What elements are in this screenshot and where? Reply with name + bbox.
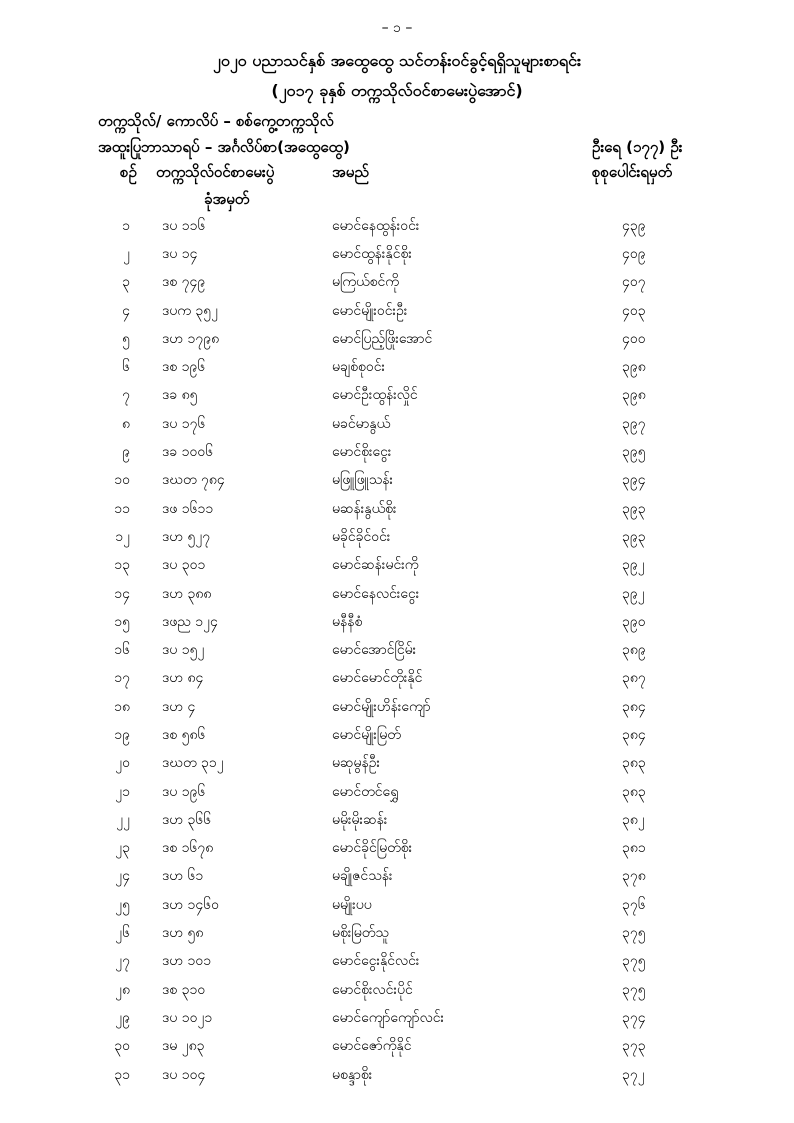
table-row [0, 835, 730, 863]
row-score: ၃၉၈ [622, 359, 646, 376]
row-score: ၃၈၃ [622, 783, 646, 800]
document-subtitle: (၂၀၁၇ ခုနှစ် တက္ကသိုလ်ဝင်စာမေးပွဲအောင်) [271, 81, 523, 100]
row-roll-number: ဒဟ ၃၈၈ [162, 585, 212, 602]
row-number: ၂၄ [115, 868, 130, 885]
table-row [0, 382, 730, 410]
row-roll-number: ဒဟ ၁၄၆၀ [162, 896, 219, 913]
row-score: ၄၀၃ [622, 302, 646, 319]
row-number: ၁၂ [115, 528, 130, 545]
row-roll-number: ဒပ ၃၀၁ [162, 557, 206, 574]
row-name: မဖြူဖြူသန်း [332, 472, 394, 489]
row-name: မောင်ဇော်ကိုနိုင် [332, 1038, 412, 1055]
table-row [0, 1004, 730, 1032]
row-roll-number: ဒဟ ၃၆၆ [162, 811, 212, 828]
row-roll-number: ဒခ ၈၅ [162, 387, 198, 404]
table-row [0, 863, 730, 891]
row-score: ၃၈၄ [622, 726, 646, 743]
row-roll-number: ဒဖည ၁၂၄ [162, 613, 218, 630]
row-name: မောင်မျိုးဝင်းဦး [332, 302, 408, 319]
table-row [0, 410, 730, 438]
row-roll-number: ဒပ ၁၉၆ [162, 783, 206, 800]
row-roll-number: ဒစ ၁၉၆ [162, 359, 206, 376]
row-number: ၉ [122, 444, 130, 461]
row-number: ၂၇ [115, 953, 130, 970]
row-roll-number: ဒဟ ၅၈ [162, 925, 204, 942]
row-roll-number: ဒပက ၃၅၂ [162, 302, 219, 319]
major-line: အထူးပြုဘာသာရပ် – အင်္ဂလိပ်စာ(အထွေထွေ) [98, 138, 350, 156]
document-title: ၂၀၂၀ ပညာသင်နှစ် အထွေထွေ သင်တန်းဝင်ခွင့်ရရှိသူများစာရင်း [212, 51, 582, 70]
row-roll-number: ဒပ ၁၁၆ [162, 217, 206, 234]
row-score: ၃၇၂ [622, 1066, 645, 1083]
row-number: ၁၈ [114, 698, 130, 715]
row-score: ၃၉၈ [622, 387, 646, 404]
row-number: ၇ [122, 387, 130, 404]
row-name: မစိုးမြတ်သူ [332, 925, 389, 942]
row-number: ၂၀ [115, 755, 130, 772]
row-name: မခိုင်ခိုင်ဝင်း [332, 528, 391, 545]
row-number: ၂၁ [115, 783, 130, 800]
row-roll-number: ဒဟ ၄ [162, 698, 196, 715]
table-row [0, 1061, 730, 1089]
table-row [0, 750, 730, 778]
row-number: ၄ [122, 302, 130, 319]
row-score: ၃၉၇ [622, 415, 646, 432]
row-name: မောင်ကျော်ကျော်လင်း [332, 1009, 445, 1026]
table-row [0, 240, 730, 268]
row-roll-number: ဒပ ၁၀၂၁ [162, 1009, 213, 1026]
row-number: ၁၄ [114, 585, 130, 602]
row-number: ၁၁ [114, 500, 130, 517]
row-number: ၁၅ [114, 613, 130, 630]
row-score: ၃၉၄ [622, 472, 646, 489]
row-name: မောင်ပြည့်ဖြိုးအောင် [332, 330, 433, 347]
row-name: မောင်ငွေးနိုင်လင်း [332, 953, 420, 970]
row-score: ၃၇၅ [622, 953, 646, 970]
row-score: ၃၉၃ [622, 500, 646, 517]
row-roll-number: ဒဟ ၆၁ [162, 868, 204, 885]
table-row [0, 891, 730, 919]
row-name: မောင်မျိုးဟိန်းကျော် [332, 698, 431, 715]
row-score: ၃၈၃ [622, 755, 646, 772]
row-roll-number: ဒပ ၁၄ [162, 245, 198, 262]
row-name: မောင်နေလင်းငွေး [332, 585, 420, 602]
row-number: ၂၉ [115, 1009, 130, 1026]
table-row [0, 919, 730, 947]
row-number: ၈ [122, 415, 130, 432]
header-score: စုစုပေါင်းရမှတ် [592, 163, 673, 181]
university-line: တက္ကသိုလ်/ ကောလိပ် – စစ်ကွေ့တက္ကသိုလ် [98, 112, 334, 130]
row-name: မစန္ဒာစိုး [332, 1066, 373, 1083]
table-row [0, 325, 730, 353]
row-number: ၂ [123, 245, 130, 262]
table-row [0, 523, 730, 551]
table-row [0, 297, 730, 325]
row-number: ၃၀ [114, 1038, 130, 1055]
row-score: ၄၀၀ [622, 330, 646, 347]
row-name: မောင်ဆန်းမင်းကို [332, 557, 419, 574]
row-number: ၂၂ [116, 811, 130, 828]
row-roll-number: ဒဟ ၁၇၉၈ [162, 330, 220, 347]
header-name: အမည် [332, 163, 369, 181]
header-roll-line2: ခုံအမှတ် [204, 190, 250, 208]
row-roll-number: ဒဟ ၁၀၁ [162, 953, 212, 970]
table-row [0, 608, 730, 636]
page-number: – ၁ – [381, 20, 413, 36]
row-score: ၃၈၇ [622, 670, 646, 687]
table-row [0, 806, 730, 834]
row-score: ၃၈၄ [622, 698, 646, 715]
row-name: မမျိုးပပ [332, 896, 372, 913]
row-name: မနီနီစံ [332, 613, 363, 630]
table-row [0, 552, 730, 580]
row-roll-number: ဒဟ ၅၂၇ [162, 528, 211, 545]
row-roll-number: ဒဃတ ၃၁၂ [162, 755, 224, 772]
row-name: မောင်ဦးထွန်းလှိုင် [332, 387, 418, 404]
row-number: ၁၀ [114, 472, 130, 489]
row-name: မဆန်းနွယ်စိုး [332, 500, 397, 517]
row-score: ၃၉၂ [622, 557, 645, 574]
row-score: ၃၇၆ [622, 896, 646, 913]
row-name: မောင်ထွန်းနိုင်စိုး [332, 245, 412, 262]
row-name: မောင်အောင်ငြိမ်း [332, 642, 417, 659]
table-row [0, 353, 730, 381]
table-row [0, 976, 730, 1004]
row-roll-number: ဒဖ ၁၆၁၁ [162, 500, 214, 517]
row-number: ၃၁ [114, 1066, 130, 1083]
row-score: ၃၈၁ [622, 840, 646, 857]
row-score: ၄၃၉ [622, 217, 646, 234]
row-name: မဆုမွန်ဦး [332, 755, 381, 772]
table-row [0, 495, 730, 523]
table-row [0, 948, 730, 976]
row-roll-number: ဒပ ၁၀၄ [162, 1066, 206, 1083]
row-name: မောင်စိုးလင်းပိုင် [332, 981, 413, 998]
table-row [0, 778, 730, 806]
row-score: ၃၉၀ [622, 613, 646, 630]
row-name: မချစ်စုဝင်း [332, 359, 386, 376]
row-name: မချိုဇင်သန်း [332, 868, 393, 885]
row-score: ၃၇၅ [622, 981, 646, 998]
row-score: ၃၉၂ [622, 585, 645, 602]
row-name: မောင်ခိုင်မြတ်စိုး [332, 840, 413, 857]
table-row [0, 438, 730, 466]
row-number: ၃ [122, 274, 130, 291]
row-name: မမိုးမိုးဆန်း [332, 811, 388, 828]
table-row [0, 1033, 730, 1061]
row-name: မကြယ်စင်ကို [332, 274, 399, 291]
row-roll-number: ဒစ ၅၈၆ [162, 726, 206, 743]
row-roll-number: ဒစ ၇၄၉ [162, 274, 206, 291]
results-table [0, 212, 730, 1089]
row-number: ၂၅ [115, 896, 130, 913]
row-name: မောင်နေထွန်းဝင်း [332, 217, 420, 234]
row-score: ၃၉၅ [622, 444, 646, 461]
row-roll-number: ဒစ ၁၆၇၈ [162, 840, 214, 857]
row-number: ၂၆ [115, 925, 130, 942]
table-row [0, 721, 730, 749]
header-roll: တက္ကသိုလ်ဝင်စာမေးပွဲ [156, 163, 275, 181]
table-row [0, 467, 730, 495]
table-row [0, 212, 730, 240]
row-roll-number: ဒမ ၂၈၃ [162, 1038, 205, 1055]
row-score: ၃၈၂ [622, 811, 645, 828]
results-table-body [0, 212, 730, 1089]
row-score: ၃၇၄ [622, 1009, 646, 1026]
row-roll-number: ဒဟ ၈၄ [162, 670, 204, 687]
row-roll-number: ဒဃတ ၇၈၄ [162, 472, 225, 489]
row-number: ၁၉ [114, 726, 130, 743]
table-row [0, 269, 730, 297]
row-name: မောင်မောင်တိုးနိုင် [332, 670, 423, 687]
row-number: ၁၆ [114, 642, 130, 659]
row-score: ၃၇၈ [622, 868, 646, 885]
row-name: မောင်တင်ရွှေ [332, 783, 399, 800]
count-line: ဦးရေ (၁၇၇) ဦး [592, 138, 683, 156]
row-number: ၆ [122, 359, 130, 376]
row-roll-number: ဒပ ၁၇၆ [162, 415, 206, 432]
row-name: မောင်မျိုးမြတ် [332, 726, 401, 743]
row-number: ၂၃ [115, 840, 130, 857]
row-roll-number: ဒစ ၃၁၀ [162, 981, 206, 998]
row-number: ၁၇ [114, 670, 130, 687]
row-name: မောင်စိုးငွေး [332, 444, 392, 461]
row-name: မခင်မာနွယ် [332, 415, 391, 432]
table-row [0, 636, 730, 664]
row-score: ၃၈၉ [622, 642, 646, 659]
row-score: ၄၀၇ [622, 274, 646, 291]
row-roll-number: ဒပ ၁၅၂ [162, 642, 205, 659]
row-score: ၃၉၃ [622, 528, 646, 545]
row-score: ၄၀၉ [622, 245, 646, 262]
row-score: ၃၇၅ [622, 925, 646, 942]
table-row [0, 693, 730, 721]
row-number: ၁ [122, 217, 130, 234]
row-number: ၁၃ [114, 557, 130, 574]
table-row [0, 665, 730, 693]
header-no: စဉ် [120, 163, 137, 181]
table-row [0, 580, 730, 608]
row-number: ၅ [122, 330, 130, 347]
row-roll-number: ဒခ ၁၀၀၆ [162, 444, 214, 461]
row-number: ၂၈ [115, 981, 130, 998]
row-score: ၃၇၃ [622, 1038, 646, 1055]
